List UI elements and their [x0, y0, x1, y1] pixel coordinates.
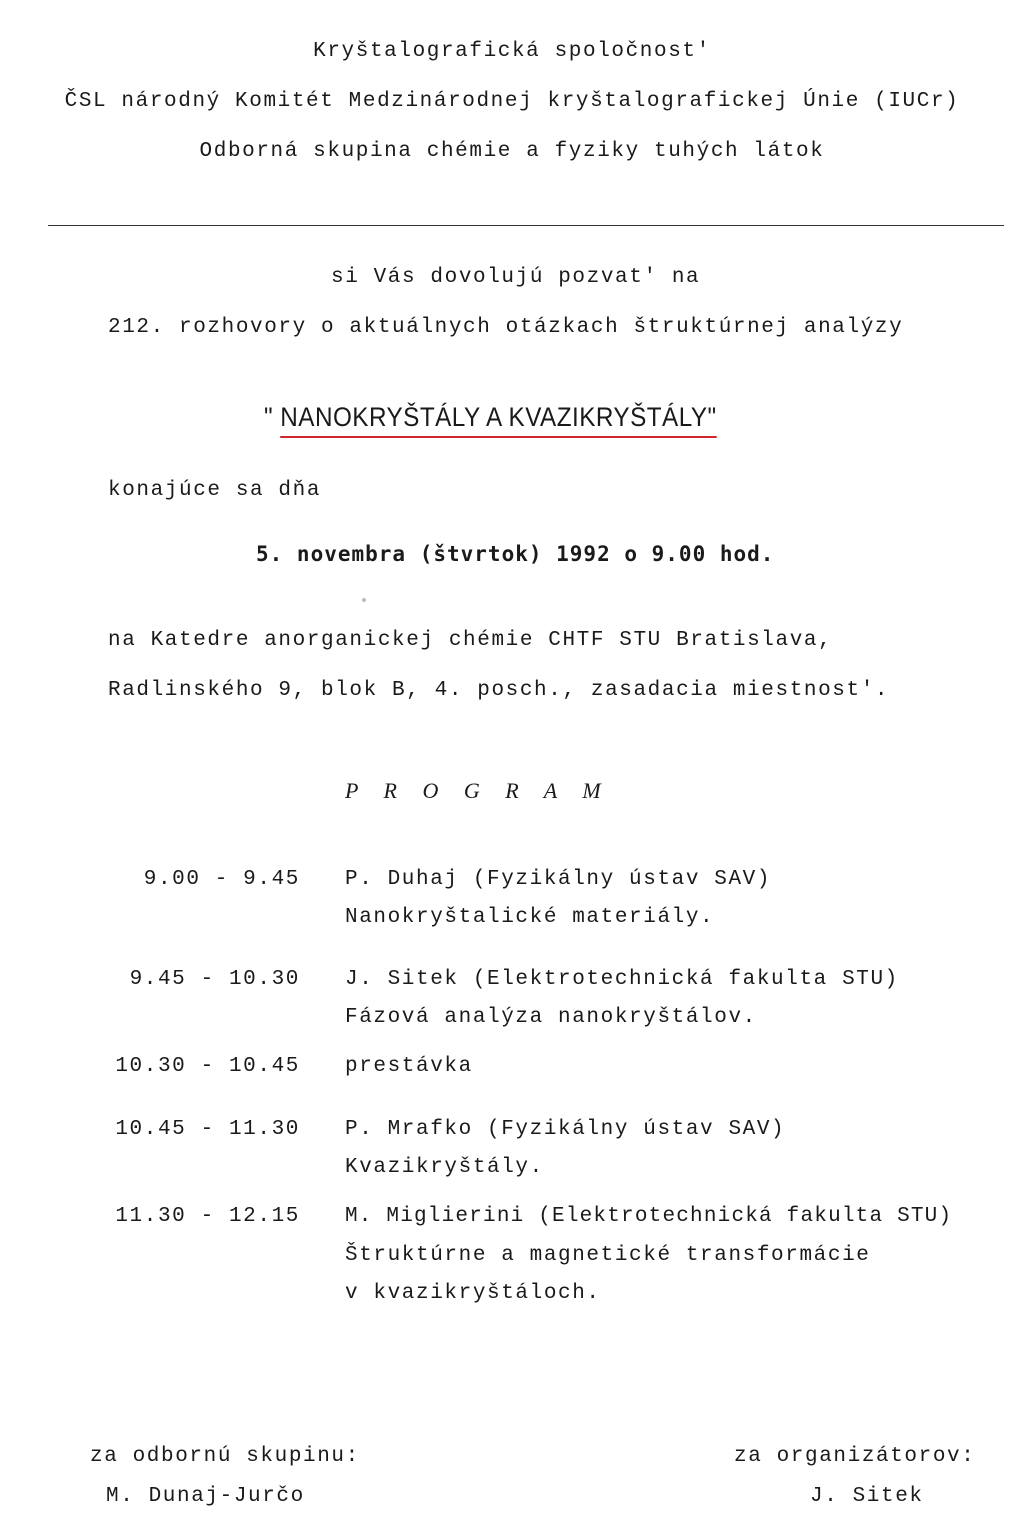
program-time-2: 9.45 - 10.30 — [129, 968, 300, 991]
program-break: prestávka — [345, 1055, 473, 1078]
scan-speck — [362, 598, 366, 602]
program-speaker-4: P. Mrafko (Fyzikálny ústav SAV) — [345, 1118, 786, 1141]
program-topic-5-line-1: Štruktúrne a magnetické transformácie — [345, 1244, 871, 1267]
signature-right-label: za organizátorov: — [734, 1445, 976, 1468]
program-speaker-5: M. Miglierini (Elektrotechnická fakulta STU) — [345, 1205, 953, 1228]
title-text: NANOKRYŠTÁLY A KVAZIKRYŠTÁLY" — [280, 402, 716, 438]
signature-right-name: J. Sitek — [810, 1485, 924, 1508]
venue-line-2: Radlinského 9, blok B, 4. posch., zasadacia miestnost'. — [108, 679, 890, 702]
date-intro: konajúce sa dňa — [108, 479, 322, 502]
invitation-line: si Vás dovolujú pozvat' na — [331, 266, 701, 289]
title-open-quote: " — [264, 402, 274, 432]
program-speaker-1: P. Duhaj (Fyzikálny ústav SAV) — [345, 868, 772, 891]
program-topic-5-line-2: v kvazikryštáloch. — [345, 1282, 601, 1305]
program-time-3: 10.30 - 10.45 — [115, 1055, 300, 1078]
program-heading: P R O G R A M — [345, 778, 611, 803]
event-series-line: 212. rozhovory o aktuálnych otázkach štruktúrnej analýzy — [108, 316, 904, 339]
national-committee: ČSL národný Komitét Medzinárodnej kryštalografickej Únie (IUCr) — [64, 90, 960, 113]
program-topic-4: Kvazikryštály. — [345, 1156, 544, 1179]
signature-left-name: M. Dunaj-Jurčo — [106, 1485, 305, 1508]
venue-line-1: na Katedre anorganickej chémie CHTF STU Bratislava, — [108, 629, 833, 652]
signature-left-label: za odbornú skupinu: — [90, 1445, 360, 1468]
program-topic-1: Nanokryštalické materiály. — [345, 906, 715, 929]
program-time-5: 11.30 - 12.15 — [115, 1205, 300, 1228]
program-time-4: 10.45 - 11.30 — [115, 1118, 300, 1141]
program-topic-2: Fázová analýza nanokryštálov. — [345, 1006, 757, 1029]
event-date: 5. novembra (štvrtok) 1992 o 9.00 hod. — [256, 542, 775, 566]
society-name: Kryštalografická spoločnost' — [313, 40, 711, 63]
program-time-1: 9.00 - 9.45 — [143, 868, 300, 891]
event-title — [264, 402, 717, 433]
header-divider — [48, 225, 1004, 226]
section-name: Odborná skupina chémie a fyziky tuhých látok — [199, 140, 825, 163]
program-speaker-2: J. Sitek (Elektrotechnická fakulta STU) — [345, 968, 899, 991]
